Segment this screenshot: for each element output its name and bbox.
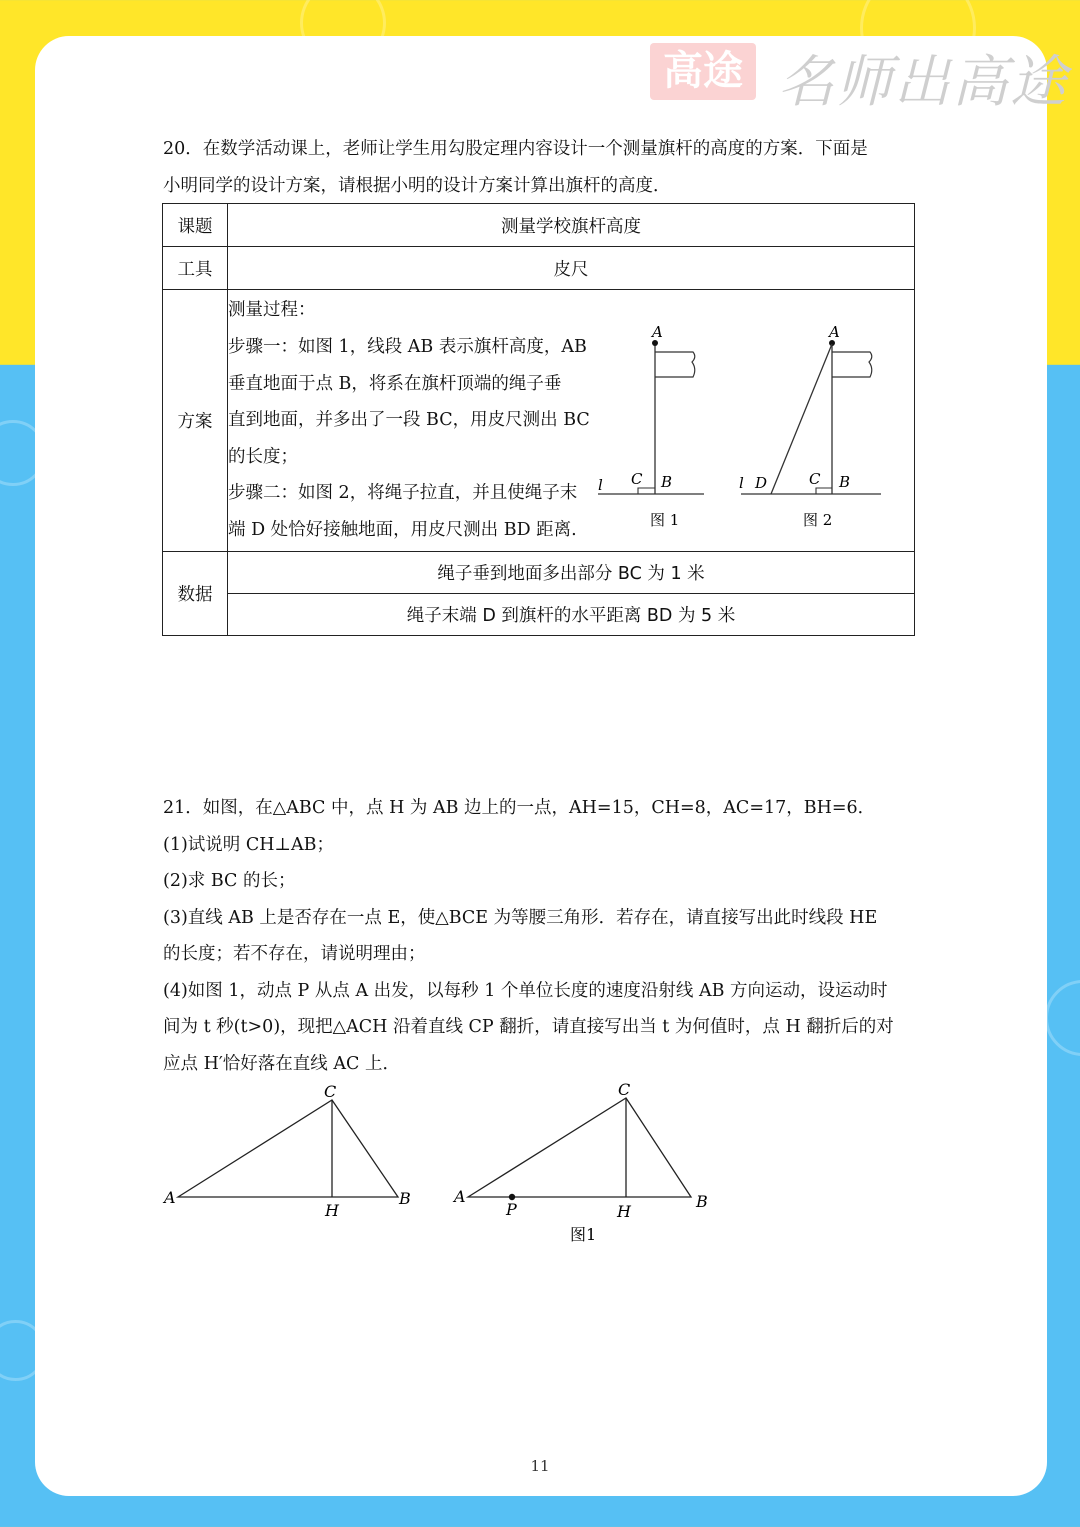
figure-caption: 图1 bbox=[570, 1225, 597, 1244]
label-d: D bbox=[755, 474, 768, 492]
question-21-line: 间为 t 秒(t>0)，现把△ACH 沿着直线 CP 翻折，请直接写出当 t 为何值时，点 H 翻折后的对 bbox=[163, 1017, 894, 1037]
triangle-abc bbox=[468, 1098, 691, 1197]
figure-1-caption: 图 1 bbox=[650, 511, 680, 529]
label-l: l bbox=[598, 476, 603, 494]
label-a: A bbox=[829, 323, 840, 341]
tool-value: 皮尺 bbox=[228, 247, 915, 290]
plan-procedure bbox=[228, 290, 599, 552]
brand-logo: 高途 bbox=[650, 43, 756, 100]
question-20-line-2: 小明同学的设计方案，请根据小明的设计方案计算出旗杆的高度． bbox=[163, 175, 671, 196]
plan-line: 端 D 处恰好接触地面，用皮尺测出 BD 距离. bbox=[228, 519, 577, 540]
triangle-figure-b bbox=[452, 1080, 708, 1244]
flag bbox=[655, 352, 695, 377]
label-b: B bbox=[696, 1192, 708, 1211]
topic-label: 课题 bbox=[163, 204, 228, 247]
label-p: P bbox=[506, 1200, 517, 1219]
figure-1 bbox=[598, 323, 704, 529]
data-bc: 绳子垂到地面多出部分 BC 为 1 米 bbox=[228, 552, 915, 594]
brand-slogan: 名师出高途 bbox=[778, 50, 1068, 115]
topic-value: 测量学校旗杆高度 bbox=[228, 204, 915, 247]
figure-2-caption: 图 2 bbox=[803, 511, 833, 529]
data-label: 数据 bbox=[163, 552, 228, 636]
table-row-data-1 bbox=[163, 552, 915, 594]
table-row-tool bbox=[163, 247, 915, 290]
plan-line: 的长度； bbox=[228, 446, 298, 467]
question-21-line: 应点 H′恰好落在直线 AC 上． bbox=[163, 1053, 400, 1074]
label-c: C bbox=[809, 470, 821, 488]
label-c: C bbox=[618, 1080, 631, 1099]
question-21-line: (1)试说明 CH⊥AB； bbox=[163, 834, 334, 855]
plan-line: 测量过程： bbox=[228, 300, 316, 321]
label-l: l bbox=[739, 474, 744, 492]
label-b: B bbox=[399, 1189, 411, 1208]
plan-label: 方案 bbox=[163, 290, 228, 552]
triangle-figures bbox=[160, 1080, 720, 1250]
label-h: H bbox=[617, 1202, 631, 1221]
question-21-line: 的长度；若不存在，请说明理由； bbox=[163, 944, 426, 964]
plan-line: 垂直地面于点 B，将系在旗杆顶端的绳子垂 bbox=[228, 373, 562, 394]
question-21-line: (4)如图 1，动点 P 从点 A 出发，以每秒 1 个单位长度的速度沿射线 AB 方向运动，设运动时 bbox=[163, 980, 888, 1001]
right-angle-mark bbox=[816, 488, 832, 494]
question-21 bbox=[163, 790, 923, 1082]
figure-2 bbox=[739, 323, 881, 529]
label-a: A bbox=[652, 323, 663, 341]
tool-label: 工具 bbox=[163, 247, 228, 290]
plan-line: 步骤一：如图 1，线段 AB 表示旗杆高度，AB bbox=[228, 337, 587, 358]
question-20-stem bbox=[163, 131, 923, 204]
label-a: A bbox=[454, 1187, 466, 1206]
plan-line: 直到地面，并多出了一段 BC，用皮尺测出 BC bbox=[228, 410, 590, 431]
flag bbox=[832, 352, 872, 377]
question-21-line: (3)直线 AB 上是否存在一点 E，使△BCE 为等腰三角形．若存在，请直接写出此时线段 HE bbox=[163, 907, 878, 928]
question-21-line: (2)求 BC 的长； bbox=[163, 871, 296, 891]
question-20-line-1: 20．在数学活动课上，老师让学生用勾股定理内容设计一个测量旗杆的高度的方案．下面是 bbox=[163, 139, 868, 159]
label-c: C bbox=[324, 1082, 337, 1101]
triangle-abc bbox=[178, 1100, 398, 1197]
rope-ad bbox=[771, 344, 832, 494]
label-h: H bbox=[325, 1201, 339, 1220]
flagpole-figures bbox=[598, 290, 908, 540]
table-row-data-2 bbox=[163, 594, 915, 636]
question-21-line: 21．如图，在△ABC 中，点 H 为 AB 边上的一点，AH=15，CH=8，AC=17，BH=6． bbox=[163, 798, 876, 818]
label-a: A bbox=[164, 1188, 176, 1207]
page-number: 11 bbox=[530, 1457, 550, 1475]
data-bd: 绳子末端 D 到旗杆的水平距离 BD 为 5 米 bbox=[228, 594, 915, 636]
label-b: B bbox=[839, 473, 851, 491]
measurement-plan-table bbox=[162, 203, 915, 636]
decor-circle bbox=[1045, 980, 1080, 1056]
triangle-figure-a bbox=[162, 1082, 411, 1220]
plan-figures bbox=[598, 290, 915, 552]
rope-bc bbox=[638, 488, 655, 494]
plan-line: 步骤二：如图 2，将绳子拉直，并且使绳子末 bbox=[228, 483, 578, 504]
label-c: C bbox=[631, 470, 643, 488]
label-b: B bbox=[661, 473, 673, 491]
table-row-topic bbox=[163, 204, 915, 247]
table-row-plan bbox=[163, 290, 915, 552]
